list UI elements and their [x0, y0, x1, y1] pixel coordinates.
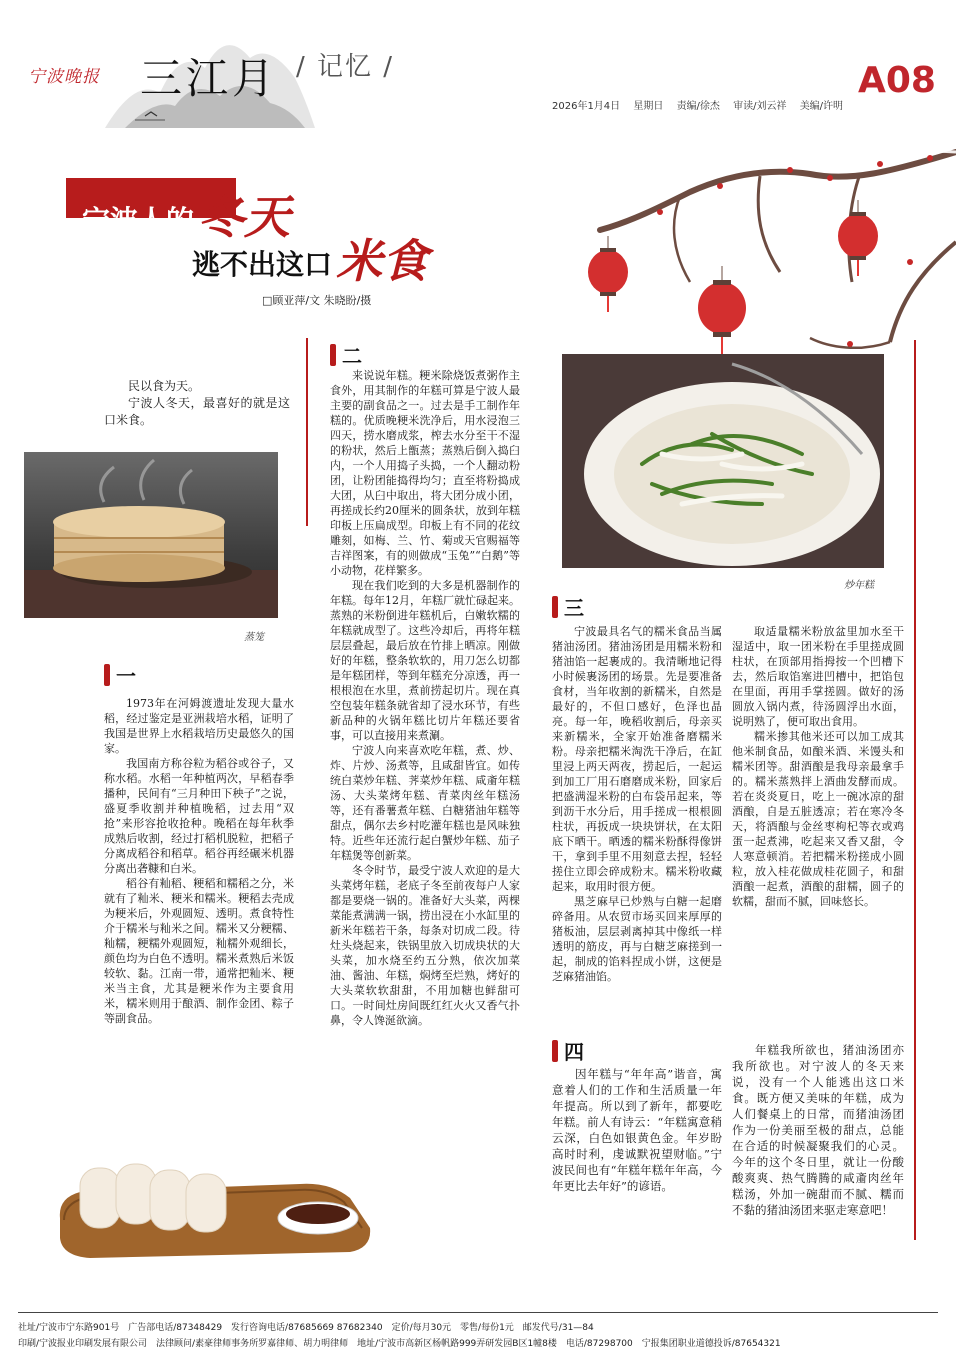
- section1-p1: 1973年在河姆渡遗址发现大量水稻，经过鉴定是亚洲栽培水稻，证明了我国是世界上水稻栽培历史最悠久的国家。: [104, 697, 294, 755]
- headline-line2-text: 逃不出这口: [192, 248, 333, 281]
- section-number-2: 二: [330, 340, 362, 369]
- section1-p2: 我国南方称谷粒为稻谷或谷子，又称水稻。水稻一年种植两次，早稻春季播种，民间有“三月种田下秧子”之说，盛夏季收割并种植晚稻，过去用“双抢”来形容抢收抢种。晚稻在每年秋季成熟后收割，经过打稻机脱粒，把稻子分离成稻谷和稻草。稻谷再经碾米机器分离出砻糠和白米。: [104, 757, 294, 875]
- section4-p1: 因年糕与“年年高”谐音，寓意着人们的工作和生活质量一年年提高。所以到了新年，都要吃年糕。前人有诗云：“年糕寓意稍云深，白色如银黄色金。年岁盼高时时利，虔诚默祝望财临。”宁波民间也有“年糕年糕年年高，今年更比去年好”的谚语。: [552, 1067, 722, 1193]
- page-number: A08: [858, 60, 936, 101]
- section2-p1: 来说说年糕。粳米除烧饭煮粥作主食外，用其制作的年糕可算是宁波人最主要的副食品之一。过去是手工制作年糕的。优质晚粳米洗净后，用水浸泡三四天，捞水磨成浆，榨去水分至干不湿的粉状，然后上甑蒸；蒸熟后倒入捣臼内，一个人用捣子头捣，一个人翻动粉团，让粉团能捣得均匀；直至将粉捣成大团，从臼中取出，将大团分成小团，再搓成长约20厘米的圆条状，放到年糕印板上压扁成型。印板上有不同的花纹雕刻，如梅、兰、竹、菊或天官赐福等吉祥图案，有的则做成“玉兔”“白鹅”等小动物，花样繁多。: [330, 369, 520, 577]
- section2-body: [330, 368, 520, 1028]
- column-title: 三江月: [140, 54, 279, 103]
- byline: □顾亚萍/文 朱晓盼/摄: [262, 294, 372, 307]
- section4-p2: 年糕我所欲也，猪油汤团亦我所欲也。对宁波人的冬天来说，没有一个人能逃出这口米食。既方便又美味的年糕，成为人们餐桌上的日常，而猪油汤团作为一份美丽至极的甜点，总能在合适的时候凝聚我们的心灵。今年的这个冬日里，就让一份酸酸爽爽、热气腾腾的咸齑肉丝年糕汤，外加一碗甜而不腻、糯而不黏的猪油汤团来驱走寒意吧！: [732, 1043, 904, 1217]
- caption-steamer: 蒸笼: [244, 632, 264, 643]
- section-label: / 记忆 /: [296, 52, 395, 82]
- section3-p1: 宁波最具名气的糯米食品当属猪油汤团。猪油汤团是用糯米粉和猪油馅一起裹成的。我清晰地记得小时候裹汤团的场景。先是要准备食材，当年收割的新糯米，自然是最好的，不但口感好，色泽也晶亮。每一年，晚稻收割后，母亲买来新糯米，全家开始准备磨糯米粉。母亲把糯米淘洗干净后，在缸里浸上两天两夜，捞起后，一起运到加工厂用石磨磨成米粉，回家后把盛满湿米粉的白布袋吊起来，等到沥干水分后，用手搓成一根根圆柱状，再扳成一块块饼状，在太阳底下晒干。晒透的糯米粉酥得像饼干，拿到手里不用刻意去捏，轻轻搓住立即会碎成粉末。糯米粉收藏起来，取用时很方便。: [552, 625, 722, 893]
- steamer-photo: [24, 452, 278, 618]
- headline-line1-text: 宁波人的: [82, 204, 195, 237]
- headline-line2: [192, 222, 428, 288]
- intro-p1: 民以食为天。: [128, 379, 201, 393]
- rice-cake-plate-illustration: [50, 1148, 380, 1260]
- lantern-icon: [586, 236, 630, 314]
- section-number-1: 一: [104, 660, 136, 689]
- headline-line1-callig: 冬天: [198, 190, 291, 244]
- footer-rule: [18, 1312, 938, 1313]
- caption-ricecake: 炒年糕: [844, 580, 874, 591]
- footer-line1: 社址/宁波市宁东路901号 广告部电话/87348429 发行咨询电话/87685669 87682340 定价/每月30元 零售/每份1元 邮发代号/31—84: [18, 1323, 594, 1333]
- intro-p2: 宁波人冬天，最喜好的就是这口米食。: [104, 396, 290, 427]
- fried-ricecake-photo: [562, 354, 884, 568]
- section-number-3: 三: [552, 592, 584, 621]
- section2-p3: 宁波人向来喜欢吃年糕，煮、炒、炸、片炒、汤煮等，且咸甜皆宜。如传统白菜炒年糕、荠菜炒年糕、咸齑年糕汤、大头菜烤年糕、青菜肉丝年糕汤等，还有番薯煮年糕、白糖猪油年糕等甜点，偶尔去乡村吃灌年糕也是风味独特。近些年还流行起白蟹炒年糕、茄子年糕煲等创新菜。: [330, 744, 520, 862]
- section3-body-a: [552, 624, 722, 1028]
- section1-p3: 稻谷有籼稻、粳稻和糯稻之分，米就有了籼米、粳米和糯米。粳稻去壳成为粳米后，外观圆短、透明。煮食特性介于糯米与籼米之间。糯米又分粳糯、籼糯，粳糯外观圆短，籼糯外观细长，颜色均为白色不透明。糯米煮熟后米饭较软、黏。江南一带，通常把籼米、粳米当主食，尤其是粳米作为主要食用米，糯米则用于酿酒、制作金团、粽子等副食品。: [104, 877, 294, 1025]
- issue-meta: [552, 97, 853, 112]
- section3-p4: 糯米掺其他米还可以加工成其他米制食品，如酿米酒、米馒头和糯米团等。甜酒酿是我母亲最拿手的。糯米蒸熟拌上酒曲发酵而成。若在炎炎夏日，吃上一碗冰凉的甜酒酿，自是五脏透凉；若在寒冷冬天，将酒酿与金丝枣枸杞等衣或鸡蛋一起煮沸，吃起来又香又甜，令人寒意顿消。若把糯米粉搓成小圆粒，放入桂花做成桂花圆子，和甜酒酿一起煮，酒酿的甜糯，圆子的软糯，甜而不腻，回味悠长。: [732, 730, 904, 908]
- section-number-4: 四: [552, 1036, 584, 1065]
- section3-body-b: [732, 624, 904, 909]
- intro: [104, 378, 290, 429]
- column-divider: [306, 338, 308, 526]
- section3-p2: 黑芝麻早已炒熟与白糖一起磨碎备用。从农贸市场买回来厚厚的猪板油，层层剥离掉其中像纸一样透明的筋皮，再与白糖芝麻搓到一起，制成的馅料捏成小饼，这便是芝麻猪油馅。: [552, 895, 722, 983]
- newspaper-logo: 宁波晚报: [28, 67, 100, 87]
- lantern-icon: [836, 200, 880, 278]
- section4-body-a: [552, 1066, 722, 1194]
- section1-body: [104, 696, 294, 1026]
- section3-p3: 取适量糯米粉放盆里加水至干湿适中，取一团米粉在手里搓成圆柱状，在顶部用指拇按一个凹槽下去，然后取馅塞进凹槽中，把馅包在里面，再用手掌搓圆。做好的汤圆放入锅内煮，待汤圆浮出水面，说明熟了，便可取出食用。: [732, 625, 904, 728]
- lantern-icon: [696, 266, 748, 356]
- issue-date: 2026年1月4日: [552, 101, 621, 112]
- issue-weekday: 星期日: [633, 101, 664, 112]
- headline-line2-callig: 米食: [336, 234, 429, 288]
- editor-credit: 责编/徐杰: [676, 101, 720, 112]
- right-border: [914, 340, 916, 1240]
- designer-credit: 美编/许明: [799, 101, 844, 112]
- footer-line2: 印刷/宁波报业印刷发展有限公司 法律顾问/素豪律师事务所罗嘉律师、胡力明律师 地址/宁波市高新区杨帆路999弄研发园B区1幢8楼 电话/87298700 宁报集团职业道德投诉/87654321: [18, 1339, 781, 1349]
- section2-p4: 冬令时节，最受宁波人欢迎的是大头菜烤年糕，老底子冬至前夜每户人家都是要烧一锅的。准备好大头菜，两棵菜能煮满满一锅，捞出浸在小水缸里的新米年糕若干条，每条对切成二段。待灶头烧起来，铁锅里放入切成块状的大头菜，加水烧至约五分熟，依次加菜油、酱油、年糕，焖烤至烂熟，烤好的大头菜软软甜甜，不用加糖也鲜甜可口。一时间灶房间既红红火火又香气扑鼻，令人馋涎欲滴。: [330, 864, 520, 1027]
- proof-credit: 审读/刘云祥: [733, 101, 787, 112]
- section4-body-b: [732, 1042, 904, 1218]
- section2-p2: 现在我们吃到的大多是机器制作的年糕。每年12月，年糕厂就忙碌起来。蒸熟的米粉倒进年糕机后，白嫩软糯的年糕就成型了。这些冷却后，再将年糕层层叠起，最后放在竹排上晒凉。刚做好的年糕，整条软软的，用刀怎么切都是年糕团样，等到年糕充分凉透，再一根根泡在水里，煮前捞起切片。现在真空包装年糕条就省却了浸水环节，有些新品种的火锅年糕比切片年糕还要省事，可以直接用来煮涮。: [330, 579, 520, 742]
